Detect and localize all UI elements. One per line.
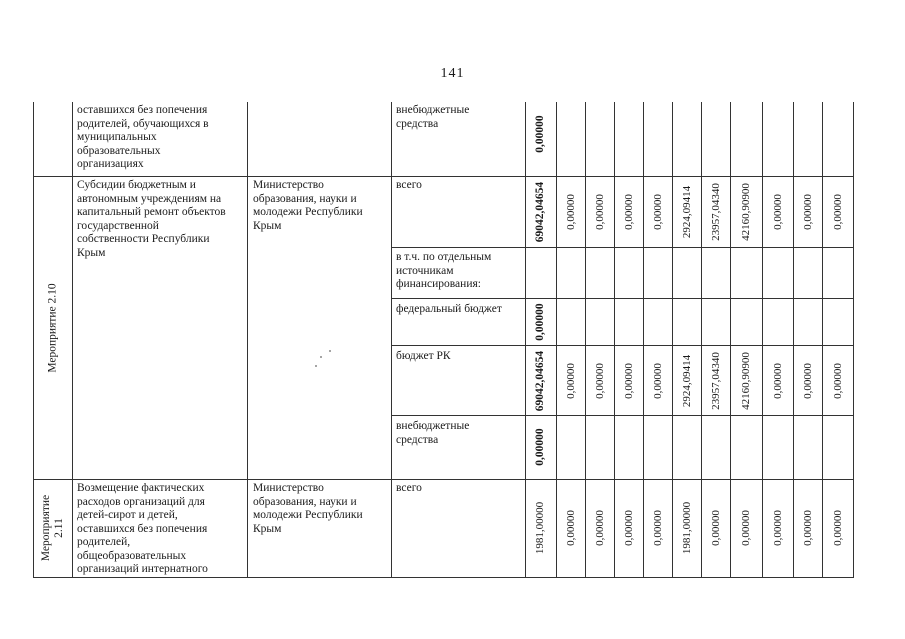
year-value: 0,00000 (565, 510, 577, 546)
page-number: 141 (440, 66, 465, 81)
year-value: 0,00000 (802, 194, 814, 230)
event-2-11-label: Мероприятие 2.11 (40, 494, 65, 562)
rule-col-0 (33, 102, 34, 578)
event-2-10-label: Мероприятие 2.10 (46, 283, 59, 373)
year-value: 2924,09414 (681, 354, 693, 408)
rule-col-14 (822, 102, 823, 578)
rule-col-1 (72, 102, 73, 578)
rule-col-12 (762, 102, 763, 578)
year-value: 0,00000 (623, 194, 635, 230)
year-value: 0,00000 (832, 194, 844, 230)
rule-col-4 (525, 102, 526, 578)
rule-col-15 (853, 102, 854, 578)
rule-col-11 (730, 102, 731, 578)
year-value: 0,00000 (594, 510, 606, 546)
year-value: 42160,90900 (740, 183, 752, 241)
source-vnebudget: внебюджетные средства (396, 420, 470, 446)
year-value: 0,00000 (623, 510, 635, 546)
scan-speck (329, 350, 331, 352)
source-v-tch: в т.ч. по отдельным источникам финансирования: (396, 251, 492, 290)
scan-speck (320, 356, 322, 358)
total-value: 1981,00000 (534, 501, 546, 555)
year-value: 0,00000 (772, 194, 784, 230)
event-2-10-executor: Министерство образования, науки и молодежи Республики Крым (253, 179, 363, 232)
rule-col-8 (643, 102, 644, 578)
rule-row-fed-bottom (391, 345, 854, 346)
event-2-11-executor: Министерство образования, науки и молодежи Республики Крым (253, 482, 363, 535)
rule-col-7 (614, 102, 615, 578)
year-value: 1981,00000 (681, 501, 693, 555)
source-budget-rk: бюджет РК (396, 350, 451, 362)
year-value: 0,00000 (565, 363, 577, 399)
budget-table (33, 102, 854, 578)
top-fragment-description: оставшихся без попечения родителей, обучающихся в муниципальных образовательных организациях (77, 104, 209, 170)
year-value: 0,00000 (772, 510, 784, 546)
rule-col-5 (556, 102, 557, 578)
top-fragment-source: внебюджетные средства (396, 104, 470, 130)
source-vsego: всего (396, 179, 422, 191)
year-value: 0,00000 (772, 363, 784, 399)
year-value: 0,00000 (652, 363, 664, 399)
rule-row-vtch-bottom (391, 298, 854, 299)
event-2-11-description: Возмещение фактических расходов организаций для детей-сирот и детей, оставшихся без попечения родителей, общеобразовательных организаций интернатного (77, 482, 208, 575)
top-fragment-total: 0,00000 (534, 115, 546, 153)
rule-col-3 (391, 102, 392, 578)
year-value: 0,00000 (623, 363, 635, 399)
rule-col-9 (672, 102, 673, 578)
year-value: 23957,04340 (710, 183, 722, 241)
year-value: 0,00000 (594, 363, 606, 399)
year-value: 0,00000 (710, 510, 722, 546)
year-value: 0,00000 (740, 510, 752, 546)
source-federal: федеральный бюджет (396, 303, 502, 315)
year-value: 0,00000 (832, 510, 844, 546)
rule-col-6 (585, 102, 586, 578)
total-value: 0,00000 (534, 428, 546, 466)
event-2-10-description: Субсидии бюджетным и автономным учреждениям на капитальный ремонт объектов государственной собственности Республики Крым (77, 179, 226, 259)
rule-col-13 (793, 102, 794, 578)
rule-row-rk-bottom (391, 415, 854, 416)
total-value: 69042,04654 (534, 181, 546, 243)
year-value: 0,00000 (652, 510, 664, 546)
year-value: 23957,04340 (710, 352, 722, 410)
year-value: 42160,90900 (740, 352, 752, 410)
event-2-11-source: всего (396, 482, 422, 494)
rule-row-vsego-bottom (391, 247, 854, 248)
year-value: 0,00000 (832, 363, 844, 399)
rule-col-10 (701, 102, 702, 578)
total-value: 0,00000 (534, 303, 546, 341)
total-value: 69042,04654 (534, 350, 546, 412)
year-value: 2924,09414 (681, 185, 693, 239)
year-value: 0,00000 (802, 510, 814, 546)
rule-col-2 (247, 102, 248, 578)
year-value: 0,00000 (565, 194, 577, 230)
year-value: 0,00000 (594, 194, 606, 230)
scan-speck (315, 365, 317, 367)
year-value: 0,00000 (652, 194, 664, 230)
year-value: 0,00000 (802, 363, 814, 399)
